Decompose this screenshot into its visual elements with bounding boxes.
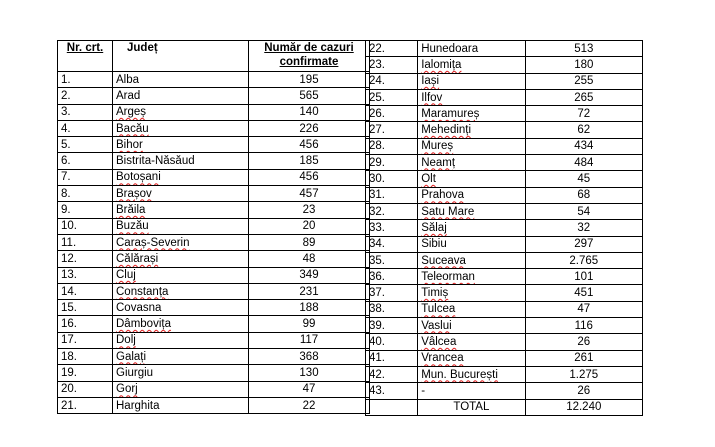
- row-number: 14.: [58, 283, 113, 299]
- confirmed-cases: 513: [525, 41, 642, 57]
- county-name: [418, 73, 525, 89]
- county-name: [418, 122, 525, 138]
- county-name-text: Caraș-Severin: [116, 236, 190, 249]
- confirmed-cases: 434: [525, 138, 642, 154]
- county-name: [418, 301, 525, 317]
- county-name-text: Mehedinți: [421, 124, 472, 137]
- county-name-text: Călărași: [116, 252, 159, 265]
- confirmed-cases: 62: [525, 122, 642, 138]
- confirmed-cases: 48: [249, 251, 370, 267]
- row-number: 8.: [58, 186, 113, 202]
- county-name: [113, 332, 249, 348]
- row-number: 42.: [366, 366, 418, 382]
- county-name-text: Dolj: [116, 334, 136, 347]
- confirmed-cases: 23: [249, 202, 370, 218]
- row-number: 1.: [58, 72, 113, 88]
- table-row: [366, 203, 643, 219]
- confirmed-cases: 72: [525, 106, 642, 122]
- county-name-text: Suceava: [421, 254, 466, 267]
- row-number: 33.: [366, 220, 418, 236]
- county-name: Alba: [113, 72, 249, 88]
- table-row: [58, 169, 370, 185]
- county-name-text: Gorj: [116, 383, 138, 396]
- county-name-text: Dâmbovița: [116, 318, 171, 331]
- table-row: [366, 106, 643, 122]
- table-row: [366, 138, 643, 154]
- county-name-text: Constanța: [116, 285, 169, 298]
- county-name: [418, 187, 525, 203]
- row-number: 22.: [366, 41, 418, 57]
- table-row: [366, 318, 643, 334]
- county-name: [113, 186, 249, 202]
- county-name: [418, 350, 525, 366]
- county-name-text: Mun. București: [421, 368, 498, 381]
- confirmed-cases: 32: [525, 220, 642, 236]
- county-name-text: Maramureș: [421, 107, 480, 120]
- row-number: 10.: [58, 218, 113, 234]
- row-number: 20.: [58, 381, 113, 397]
- total-label: TOTAL: [418, 399, 525, 415]
- row-number: 26.: [366, 106, 418, 122]
- county-name: [418, 220, 525, 236]
- county-name-text: Iași: [421, 75, 440, 88]
- total-row: [366, 399, 643, 415]
- header-nr-crt: Nr. crt.: [58, 41, 113, 72]
- row-number: 16.: [58, 316, 113, 332]
- county-name: [418, 285, 525, 301]
- county-name-text: Teleorman: [421, 270, 475, 283]
- row-number: 24.: [366, 73, 418, 89]
- confirmed-cases: 265: [525, 89, 642, 105]
- county-name: [113, 169, 249, 185]
- county-name: Giurgiu: [113, 365, 249, 381]
- confirmed-cases: 140: [249, 104, 370, 120]
- county-name-text: Ilfov: [421, 91, 443, 104]
- table-row: [58, 349, 370, 365]
- confirmed-cases: 457: [249, 186, 370, 202]
- county-name: [113, 381, 249, 397]
- row-number: 18.: [58, 349, 113, 365]
- confirmed-cases: 195: [249, 72, 370, 88]
- county-name-text: Ialomița: [421, 58, 462, 71]
- confirmed-cases: 68: [525, 187, 642, 203]
- county-name-text: Sălaj: [421, 221, 447, 234]
- table-row: [366, 236, 643, 252]
- table-row: [58, 137, 370, 153]
- county-name-text: Botoșani: [116, 171, 161, 184]
- confirmed-cases: 26: [525, 334, 642, 350]
- confirmed-cases: 484: [525, 155, 642, 171]
- table-row: [366, 383, 643, 399]
- row-number: 23.: [366, 57, 418, 73]
- confirmed-cases: 54: [525, 203, 642, 219]
- county-name: [418, 138, 525, 154]
- county-name-text: Prahova: [421, 189, 465, 202]
- table-row: [58, 202, 370, 218]
- row-number: 11.: [58, 234, 113, 250]
- table-row: [58, 120, 370, 136]
- table-row: [366, 41, 643, 57]
- county-name: [418, 171, 525, 187]
- confirmed-cases: 456: [249, 169, 370, 185]
- table-row: [366, 187, 643, 203]
- table-row: [58, 267, 370, 283]
- county-name-text: Bihor: [116, 138, 143, 151]
- table-row: [58, 300, 370, 316]
- confirmed-cases: 226: [249, 120, 370, 136]
- county-name: [113, 137, 249, 153]
- county-name-text: Vaslui: [421, 319, 452, 332]
- table-row: [366, 301, 643, 317]
- confirmed-cases: 180: [525, 57, 642, 73]
- row-number: 3.: [58, 104, 113, 120]
- row-number: 25.: [366, 89, 418, 105]
- row-number: 9.: [58, 202, 113, 218]
- row-number: 36.: [366, 269, 418, 285]
- confirmed-cases: 130: [249, 365, 370, 381]
- table-row: [58, 381, 370, 397]
- row-number: 7.: [58, 169, 113, 185]
- row-number: 30.: [366, 171, 418, 187]
- table-row: [366, 122, 643, 138]
- table-row: [58, 104, 370, 120]
- confirmed-cases: 188: [249, 300, 370, 316]
- table-row: [366, 89, 643, 105]
- confirmed-cases: 185: [249, 153, 370, 169]
- county-name-text: Timiș: [421, 287, 449, 300]
- county-name: [418, 334, 525, 350]
- table-row: [58, 72, 370, 88]
- county-name: Hunedoara: [418, 41, 525, 57]
- row-number: 43.: [366, 383, 418, 399]
- county-name: Harghita: [113, 397, 249, 413]
- table-row: [58, 88, 370, 104]
- table-row: [366, 252, 643, 268]
- confirmed-cases: 47: [525, 301, 642, 317]
- county-name-text: Neamț: [421, 156, 456, 169]
- county-name: [113, 267, 249, 283]
- county-name: [418, 155, 525, 171]
- confirmed-cases: 456: [249, 137, 370, 153]
- row-number: 13.: [58, 267, 113, 283]
- table-row: [58, 397, 370, 413]
- county-name-text: Vâlcea: [421, 335, 457, 348]
- county-name: [113, 283, 249, 299]
- table-row: [58, 186, 370, 202]
- confirmed-cases: 451: [525, 285, 642, 301]
- cases-table-left: [57, 40, 370, 414]
- county-name: [113, 104, 249, 120]
- row-number: 27.: [366, 122, 418, 138]
- table-row: [366, 171, 643, 187]
- total-empty-cell: [366, 399, 418, 415]
- table-row: [366, 366, 643, 382]
- confirmed-cases: 22: [249, 397, 370, 413]
- confirmed-cases: 565: [249, 88, 370, 104]
- county-name: -: [418, 383, 525, 399]
- county-name-text: Vrancea: [421, 352, 464, 365]
- county-name: [418, 89, 525, 105]
- county-name: Covasna: [113, 300, 249, 316]
- county-name: [113, 349, 249, 365]
- table-row: [58, 332, 370, 348]
- right-table-body: [366, 41, 643, 400]
- row-number: 17.: [58, 332, 113, 348]
- confirmed-cases: 20: [249, 218, 370, 234]
- county-name-text: Argeș: [116, 106, 147, 119]
- row-number: 4.: [58, 120, 113, 136]
- left-table-body: [58, 72, 370, 414]
- county-name: [113, 234, 249, 250]
- confirmed-cases: 2.765: [525, 252, 642, 268]
- confirmed-cases: 101: [525, 269, 642, 285]
- row-number: 38.: [366, 301, 418, 317]
- confirmed-cases: 297: [525, 236, 642, 252]
- county-name-text: Brașov: [116, 187, 152, 200]
- table-row: [366, 285, 643, 301]
- row-number: 34.: [366, 236, 418, 252]
- confirmed-cases: 1.275: [525, 366, 642, 382]
- row-number: 31.: [366, 187, 418, 203]
- total-value: 12.240: [525, 399, 642, 415]
- row-number: 6.: [58, 153, 113, 169]
- table-row: [58, 316, 370, 332]
- county-name: [113, 316, 249, 332]
- table-row: [366, 57, 643, 73]
- table-row: [58, 218, 370, 234]
- table-row: [366, 350, 643, 366]
- table-row: [366, 334, 643, 350]
- table-row: [58, 365, 370, 381]
- county-name-text: Olt: [421, 173, 436, 186]
- county-name-text: Tulcea: [421, 303, 456, 316]
- header-numar-cazuri: Număr de cazuri confirmate: [249, 41, 370, 72]
- table-row: [58, 283, 370, 299]
- table-header-row: [58, 41, 370, 72]
- row-number: 5.: [58, 137, 113, 153]
- row-number: 15.: [58, 300, 113, 316]
- county-name-text: Cluj: [116, 269, 136, 282]
- confirmed-cases: 255: [525, 73, 642, 89]
- county-name-text: Bacău: [116, 122, 149, 135]
- row-number: 28.: [366, 138, 418, 154]
- confirmed-cases: 99: [249, 316, 370, 332]
- row-number: 40.: [366, 334, 418, 350]
- row-number: 32.: [366, 203, 418, 219]
- county-name: [418, 269, 525, 285]
- county-name-text: Galați: [116, 350, 147, 363]
- row-number: 19.: [58, 365, 113, 381]
- county-name: [113, 202, 249, 218]
- county-name: [418, 252, 525, 268]
- confirmed-cases: 45: [525, 171, 642, 187]
- county-name-text: Brăila: [116, 204, 146, 217]
- table-row: [366, 220, 643, 236]
- row-number: 39.: [366, 318, 418, 334]
- county-name: [113, 218, 249, 234]
- row-number: 41.: [366, 350, 418, 366]
- confirmed-cases: 117: [249, 332, 370, 348]
- table-row: [366, 73, 643, 89]
- county-name-text: Buzău: [116, 220, 149, 233]
- confirmed-cases: 47: [249, 381, 370, 397]
- row-number: 12.: [58, 251, 113, 267]
- row-number: 35.: [366, 252, 418, 268]
- confirmed-cases: 26: [525, 383, 642, 399]
- row-number: 21.: [58, 397, 113, 413]
- confirmed-cases: 261: [525, 350, 642, 366]
- table-row: [366, 269, 643, 285]
- confirmed-cases: 231: [249, 283, 370, 299]
- county-name: [113, 251, 249, 267]
- confirmed-cases: 116: [525, 318, 642, 334]
- county-name-text: Mureș: [421, 140, 454, 153]
- county-name: [418, 203, 525, 219]
- row-number: 29.: [366, 155, 418, 171]
- table-row: [58, 153, 370, 169]
- confirmed-cases: 368: [249, 349, 370, 365]
- county-name: Sibiu: [418, 236, 525, 252]
- county-name-text: Satu Mare: [421, 205, 475, 218]
- row-number: 37.: [366, 285, 418, 301]
- confirmed-cases: 349: [249, 267, 370, 283]
- county-name: Bistrita-Năsăud: [113, 153, 249, 169]
- county-name: [418, 318, 525, 334]
- table-row: [366, 155, 643, 171]
- row-number: 2.: [58, 88, 113, 104]
- header-judet: Județ: [113, 41, 249, 72]
- confirmed-cases: 89: [249, 234, 370, 250]
- county-name: [418, 366, 525, 382]
- cases-table-right: [365, 40, 643, 416]
- county-name: Arad: [113, 88, 249, 104]
- table-row: [58, 251, 370, 267]
- table-row: [58, 234, 370, 250]
- county-name: [418, 106, 525, 122]
- county-name: [113, 120, 249, 136]
- county-name: [418, 57, 525, 73]
